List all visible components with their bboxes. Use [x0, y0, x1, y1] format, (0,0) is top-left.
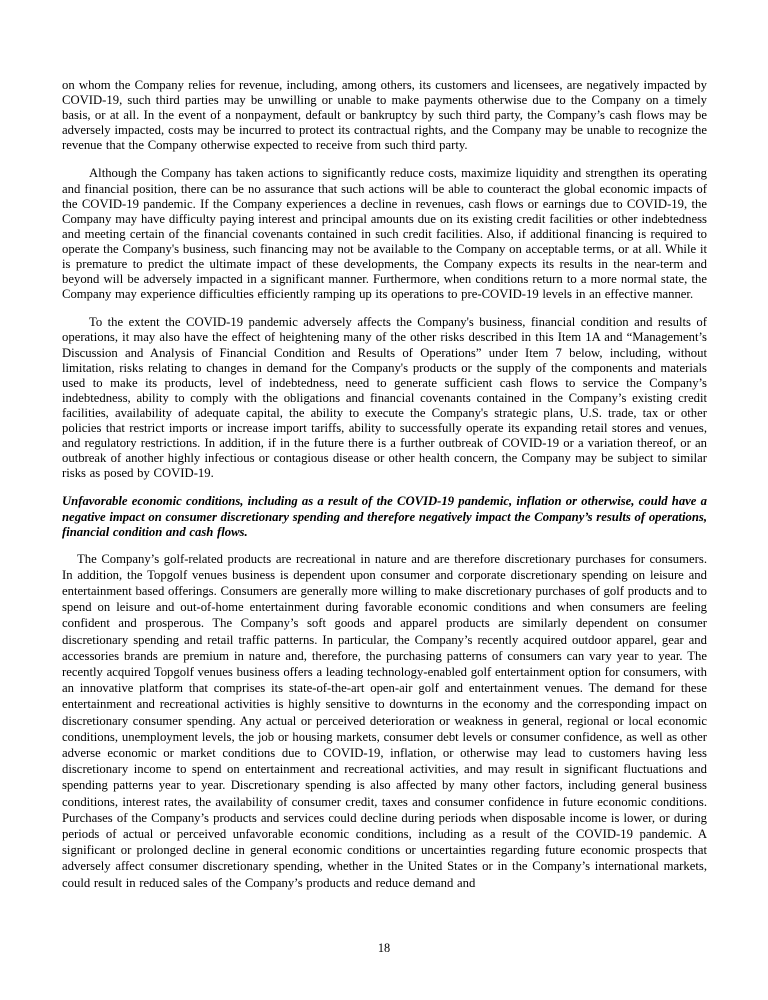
- paragraph-third-party-continuation: on whom the Company relies for revenue, including, among others, its customers and licensees, are negatively impacted by COVID-19, such third parties may be unwilling or unable to make payments otherwise due to the Company on a timely basis, or at all. In the event of a nonpayment, default or bankruptcy by such third party, the Company’s cash flows may be adversely impacted, costs may be incurred to protect its contractual rights, and the Company may be unable to recognize the revenue that the Company otherwise expected to receive from such third party.: [62, 78, 707, 153]
- paragraph-covid-cost-actions: Although the Company has taken actions to significantly reduce costs, maximize liquidity and strengthen its operating and financial position, there can be no assurance that such actions will be able to counteract the global economic impacts of the COVID-19 pandemic. If the Company experiences a decline in revenues, cash flows or earnings due to COVID-19, the Company may have difficulty paying interest and principal amounts due on its existing credit facilities or other indebtedness and meeting certain of the financial covenants contained in such credit facilities. Also, if additional financing is required to operate the Company's business, such financing may not be available to the Company on acceptable terms, or at all. While it is premature to predict the ultimate impact of these developments, the Company expects its results in the near-term and beyond will be adversely impacted in a significant manner. Furthermore, when conditions return to a more normal state, the Company may experience difficulties efficiently ramping up its operations to pre-COVID-19 levels in an effective manner.: [62, 166, 707, 302]
- risk-factor-heading-unfavorable-economic-conditions: Unfavorable economic conditions, including as a result of the COVID-19 pandemic, inflation or otherwise, could have a negative impact on consumer discretionary spending and therefore negatively impact the Company’s results of operations, financial condition and cash flows.: [62, 494, 707, 540]
- document-body: [62, 78, 707, 891]
- paragraph-discretionary-spending: The Company’s golf-related products are recreational in nature and are therefore discretionary purchases for consumers. In addition, the Topgolf venues business is dependent upon consumer and corporate discretionary spending on leisure and entertainment based offerings. Consumers are generally more willing to make discretionary purchases of golf products and to spend on leisure and out-of-home entertainment during favorable economic conditions and when consumers are feeling confident and prosperous. The Company’s soft goods and apparel products are similarly dependent on consumer discretionary spending and retail traffic patterns. In particular, the Company’s recently acquired outdoor apparel, gear and accessories brands are premium in nature and, therefore, the purchasing patterns of consumers can vary year to year. The recently acquired Topgolf venues business offers a leading technology-enabled golf entertainment option for consumers, with an innovative platform that comprises its state-of-the-art open-air golf and entertainment venues. The demand for these entertainment and recreational activities is highly sensitive to downturns in the economy and the corresponding impact on discretionary consumer spending. Any actual or perceived deterioration or weakness in general, regional or local economic conditions, unemployment levels, the job or housing markets, consumer debt levels or consumer confidence, as well as other adverse economic or market conditions due to COVID-19, inflation, or otherwise may lead to customers having less discretionary income to spend on entertainment and recreational activities, and may result in significant fluctuations and spending patterns year to year. Discretionary spending is also affected by many other factors, including general business conditions, interest rates, the availability of consumer credit, taxes and consumer confidence in future economic conditions. Purchases of the Company’s products and services could decline during periods when disposable income is lower, or during periods of actual or perceived unfavorable economic conditions, including as a result of the COVID-19 pandemic. A significant or prolonged decline in general economic conditions or uncertainties regarding future economic prospects that adversely affect consumer discretionary spending, whether in the United States or in the Company’s international markets, could result in reduced sales of the Company’s products and reduce demand and: [62, 551, 707, 890]
- paragraph-covid-heightened-risks: To the extent the COVID-19 pandemic adversely affects the Company's business, financial condition and results of operations, it may also have the effect of heightening many of the other risks described in this Item 1A and “Management’s Discussion and Analysis of Financial Condition and Results of Operations” under Item 7 below, including, without limitation, risks relating to changes in demand for the Company's products or the supply of the components and materials used to make its products, level of indebtedness, need to generate sufficient cash flows to service the Company’s indebtedness, ability to comply with the obligations and financial covenants contained in the Company’s existing credit facilities, availability of adequate capital, the ability to execute the Company's strategic plans, U.S. trade, tax or other policies that restrict imports or increase import tariffs, ability to successfully operate its expanding retail stores and venues, and regulatory restrictions. In addition, if in the future there is a further outbreak of COVID-19 or a variation thereof, or an outbreak of another highly infectious or contagious disease or other health concern, the Company may be subject to similar risks as posed by COVID-19.: [62, 315, 707, 481]
- page-number: 18: [377, 941, 391, 955]
